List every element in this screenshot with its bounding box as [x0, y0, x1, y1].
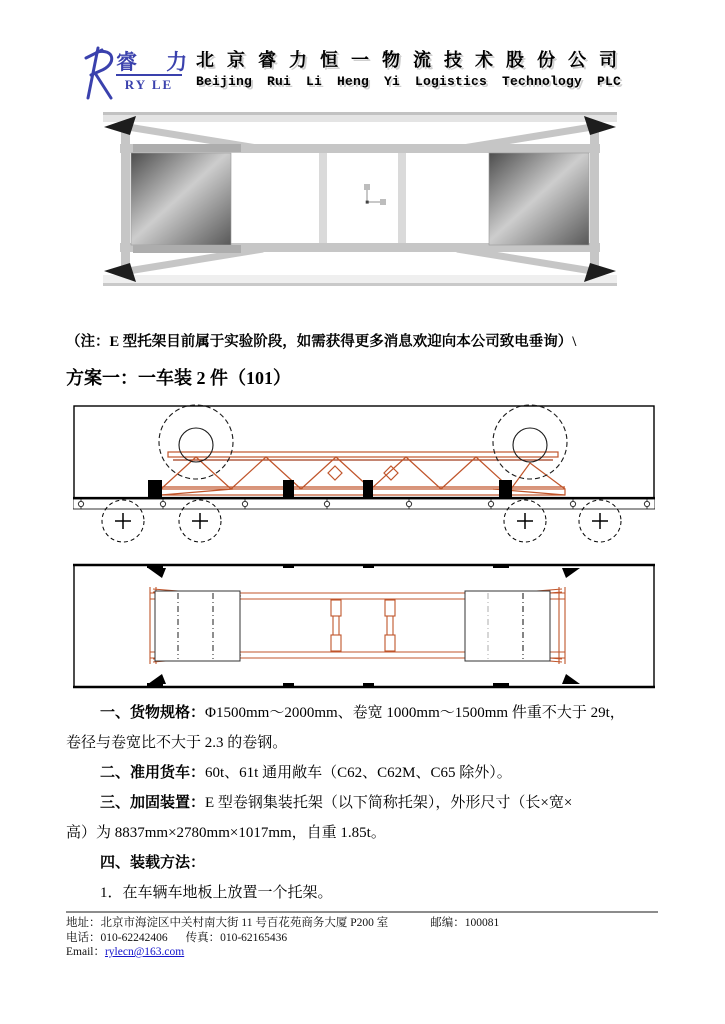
email-link[interactable]: rylecn@163.com [104, 946, 185, 958]
footer-phone-line [66, 931, 658, 946]
rail-top-edge [103, 112, 617, 115]
address-value: 北京市海淀区中关村南大街 11 号百花苑商务大厦 P200 室 [100, 917, 389, 929]
steel-coil-right [489, 153, 589, 245]
phone-value: 010-62242406 [100, 931, 168, 944]
company-name-block [196, 46, 658, 89]
coils-top-view [155, 591, 550, 661]
loading-step-1: 1．在车辆车地板上放置一个托架。 [100, 885, 333, 901]
logo-text-en: RY LE [116, 74, 182, 93]
specification-text [66, 698, 666, 908]
wagon-top-view-drawing [73, 563, 655, 690]
fax-label: 传真： [185, 931, 221, 944]
postcode-label: 邮编： [430, 917, 465, 929]
spec-item-1-label: 一、货物规格： [100, 705, 206, 721]
footer-email-line [66, 945, 658, 960]
steel-coil-left [131, 153, 231, 245]
postcode-value: 100081 [464, 917, 500, 929]
company-name-en: Beijing Rui Li Heng Yi Logistics Technology PLC [196, 74, 622, 89]
note-text: （注：E 型托架目前属于实验阶段，如需获得更多消息欢迎向本公司致电垂询）\ [66, 334, 577, 350]
wagon-side-view-drawing [73, 403, 655, 550]
coils-side-view [159, 405, 567, 479]
company-name-cn: 北京睿力恒一物流技术股份公司 [196, 50, 630, 70]
logo-text-cn: 睿 力 [116, 50, 200, 74]
rail-top [103, 115, 617, 122]
wheels [102, 500, 621, 542]
fax-value: 010-62165436 [220, 931, 288, 944]
rail-bottom-edge [103, 283, 617, 286]
letterhead [78, 44, 658, 100]
spec-item-4 [66, 848, 666, 878]
spec-item-1-line-2: 卷径与卷宽比不大于 2.3 的卷钢。 [66, 735, 288, 751]
footer-divider [66, 911, 658, 913]
email-label: Email： [66, 946, 105, 958]
spec-item-2: 二、准用货车：60t、61t 通用敞车（C62、C62M、C65 除外）。 [100, 765, 512, 781]
spec-item-4-label: 四、装载方法： [100, 855, 206, 871]
axle-fittings [78, 500, 649, 509]
footer [66, 916, 658, 960]
spec-item-3-label: 三、加固装置： [100, 795, 206, 811]
footer-address-line [66, 916, 658, 931]
spec-item-1-line-1: 一、货物规格：Φ1500mm～2000mm、卷宽 1000mm～1500mm 件重不大于 29t， [100, 705, 625, 721]
section-title: 方案一：一车装 2 件（101） [66, 368, 291, 388]
spec-item-3-line-1: 三、加固装置：E 型卷钢集装托架（以下简称托架），外形尺寸（长×宽× [100, 795, 573, 811]
axis-gizmo-icon [364, 184, 386, 205]
coil-cradle-left [133, 144, 241, 152]
spec-item-2-label: 二、准用货车： [100, 765, 206, 781]
spec-item-3-line-2: 高）为 8837mm×2780mm×1017mm，自重 1.85t。 [66, 825, 386, 841]
address-label: 地址： [66, 917, 101, 929]
pallet-3d-render-drawing [95, 110, 625, 300]
coil-cradle-right [133, 245, 241, 253]
phone-label: 电话： [66, 931, 101, 944]
rail-bottom [103, 275, 617, 283]
company-logo [78, 44, 200, 102]
